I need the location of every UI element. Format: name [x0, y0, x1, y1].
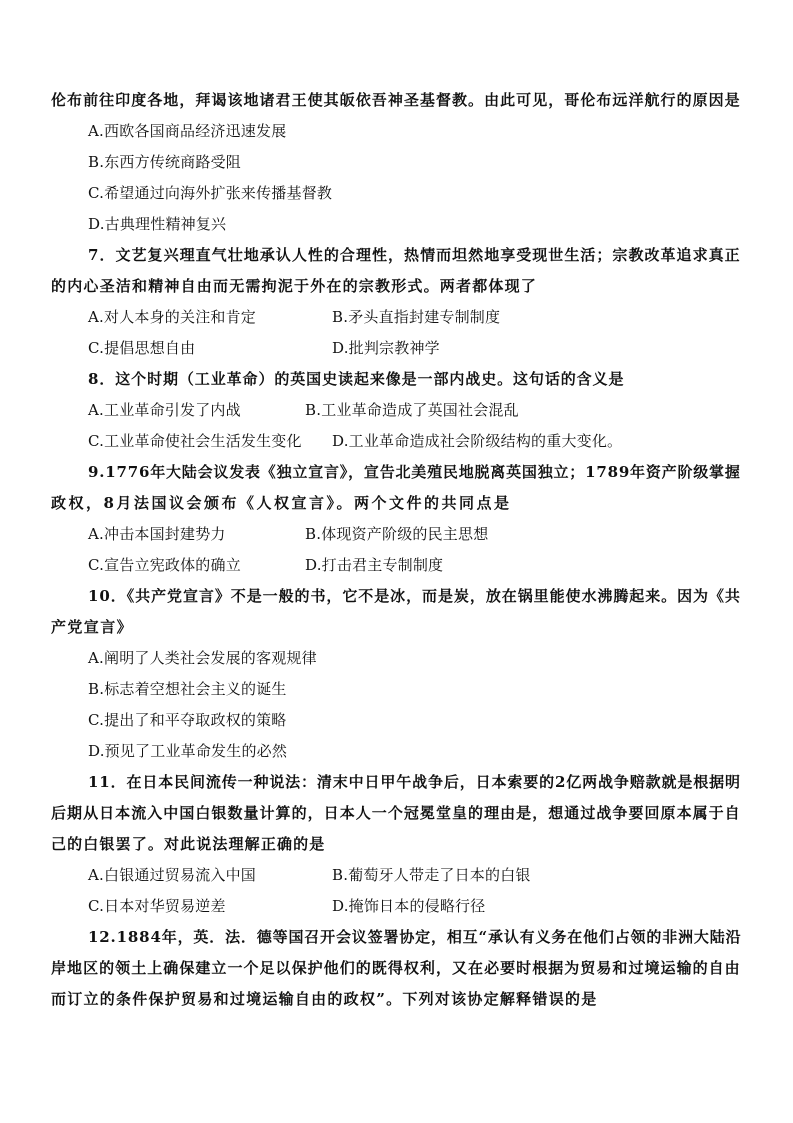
question-5-stem-line: 产党宣言》 [51, 618, 134, 636]
question-3-option: B.工业革命造成了英国社会混乱 [305, 401, 519, 419]
question-4-option: D.打击君主专制制度 [305, 556, 444, 574]
question-1-option: D.古典理性精神复兴 [88, 215, 227, 233]
question-4-stem-line: 9.1776年大陆会议发表《独立宣言》，宣告北美殖民地脱离英国独立；1789年资产阶级掌握 [88, 463, 741, 481]
question-7-stem-line: 12.1884年，英．法．德等国召开会议签署协定，相互“承认有义务在他们占领的非洲大陆沿 [88, 928, 742, 946]
question-1-option: A.西欧各国商品经济迅速发展 [88, 122, 287, 140]
question-4-stem-line: 政权，8月法国议会颁布《人权宣言》。两个文件的共同点是 [51, 494, 512, 512]
question-3-option: D.工业革命造成社会阶级结构的重大变化。 [332, 432, 623, 450]
question-6-stem-line: 11．在日本民间流传一种说法：清末中日甲午战争后，日本索要的2亿两战争赔款就是根据明 [88, 773, 741, 791]
question-4-option: C.宣告立宪政体的确立 [88, 556, 241, 574]
question-4-option: B.体现资产阶级的民主思想 [305, 525, 489, 543]
question-6-stem-line: 己的白银罢了。对此说法理解正确的是 [51, 835, 326, 853]
question-2-option: C.提倡思想自由 [88, 339, 196, 357]
question-6-option: B.葡萄牙人带走了日本的白银 [332, 866, 531, 884]
question-5-option: D.预见了工业革命发生的必然 [88, 742, 288, 760]
question-5-stem-line: 10．《共产党宣言》不是一般的书，它不是冰，而是炭，放在锅里能使水沸腾起来。因为《共 [88, 587, 741, 605]
question-2-option: A.对人本身的关注和肯定 [88, 308, 257, 326]
question-5-option: A.阐明了人类社会发展的客观规律 [88, 649, 317, 667]
question-2-stem-line: 7．文艺复兴理直气壮地承认人性的合理性，热情而坦然地享受现世生活；宗教改革追求真正 [88, 246, 741, 264]
question-1-option: B.东西方传统商路受阻 [88, 153, 241, 171]
question-2-option: B.矛头直指封建专制制度 [332, 308, 501, 326]
question-6-option: C.日本对华贸易逆差 [88, 897, 226, 915]
question-7-stem-line: 而订立的条件保护贸易和过境运输自由的政权”。下列对该协定解释错误的是 [51, 990, 598, 1008]
question-7-stem-line: 岸地区的领土上确保建立一个足以保护他们的既得权利，又在必要时根据为贸易和过境运输的自由 [51, 959, 741, 977]
question-2-stem-line: 的内心圣洁和精神自由而无需拘泥于外在的宗教形式。两者都体现了 [51, 277, 538, 295]
question-3-option: A.工业革命引发了内战 [88, 401, 241, 419]
question-2-option: D.批判宗教神学 [332, 339, 440, 357]
question-6-stem-line: 后期从日本流入中国白银数量计算的，日本人一个冠冕堂皇的理由是，想通过战争要回原本属于自 [51, 804, 741, 822]
question-5-option: B.标志着空想社会主义的诞生 [88, 680, 287, 698]
question-4-option: A.冲击本国封建势力 [88, 525, 226, 543]
question-6-option: A.白银通过贸易流入中国 [88, 866, 257, 884]
question-3-stem-line: 8．这个时期（工业革命）的英国史读起来像是一部内战史。这句话的含义是 [88, 370, 625, 388]
question-1-stem-line: 伦布前往印度各地，拜谒该地诸君王使其皈依吾神圣基督教。由此可见，哥伦布远洋航行的原因是 [51, 91, 741, 109]
question-1-option: C.希望通过向海外扩张来传播基督教 [88, 184, 333, 202]
question-6-option: D.掩饰日本的侵略行径 [332, 897, 486, 915]
question-5-option: C.提出了和平夺取政权的策略 [88, 711, 287, 729]
question-3-option: C.工业革命使社会生活发生变化 [88, 432, 302, 450]
